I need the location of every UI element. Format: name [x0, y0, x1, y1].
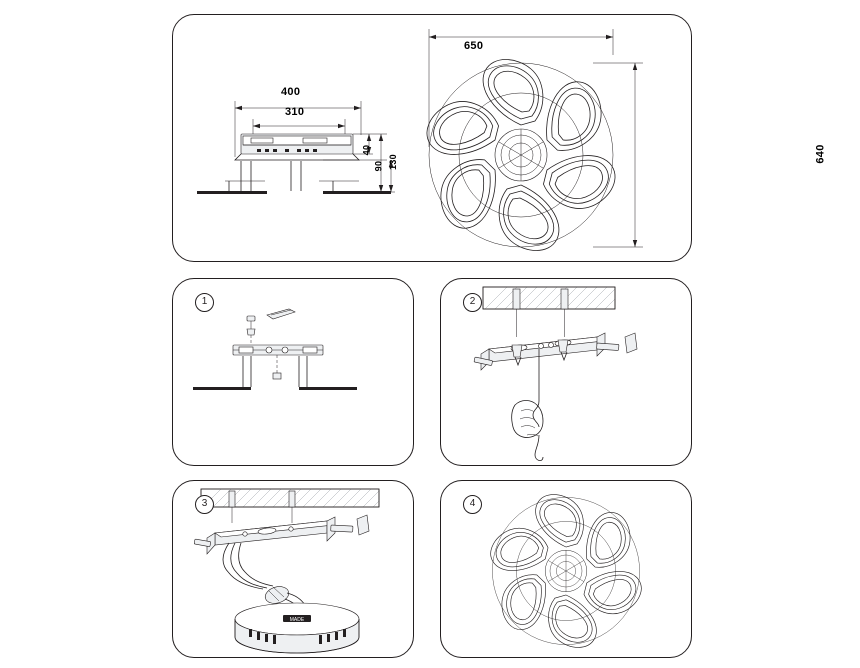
step-1-panel [172, 278, 414, 466]
step-badge-1: 1 [195, 293, 214, 312]
dimension-panel [172, 14, 827, 262]
dim-640-group [593, 63, 643, 247]
dimension-panel-drawing [173, 15, 691, 261]
petal-arms-side [197, 161, 391, 194]
dim-label-90: 90 [373, 160, 384, 172]
step-2-panel [440, 278, 692, 466]
dim-label-40: 40 [361, 144, 372, 156]
step-4-panel [440, 480, 692, 658]
mounting-bracket [481, 333, 605, 370]
dim-label-130: 130 [387, 154, 398, 170]
top-view-flower [419, 60, 622, 251]
base-label-made: MADE [289, 617, 305, 623]
fasteners-group [247, 309, 295, 335]
ceiling-slab [483, 287, 615, 309]
step-badge-3: 3 [195, 495, 214, 514]
dim-label-650: 650 [464, 40, 484, 52]
step-badge-4: 4 [463, 495, 482, 514]
dim-label-400: 400 [281, 86, 301, 98]
wire-bundle [223, 543, 305, 613]
dim-label-640: 640 [814, 144, 827, 164]
housing-slots [257, 149, 317, 152]
hand-illustration [512, 401, 543, 438]
step-3-panel [172, 480, 414, 658]
step-badge-2: 2 [463, 293, 482, 312]
mounting-bracket-3 [194, 515, 369, 554]
luminaire-base [235, 603, 359, 653]
dim-label-310: 310 [285, 106, 305, 118]
